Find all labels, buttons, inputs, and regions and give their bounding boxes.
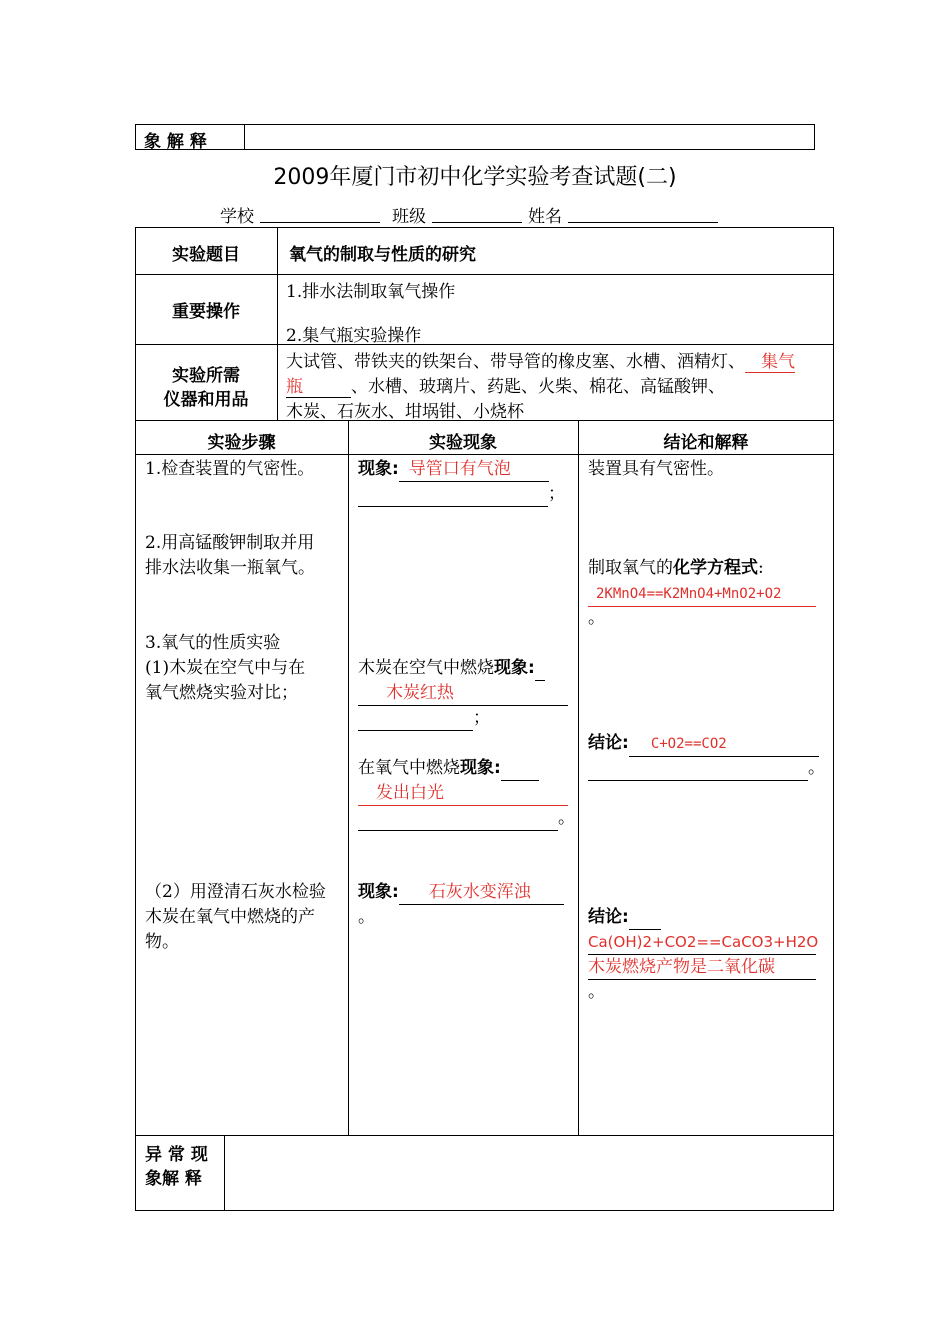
conclusion-4 bbox=[588, 905, 661, 930]
name-field[interactable] bbox=[568, 222, 718, 223]
phenomenon-4 bbox=[358, 880, 564, 905]
phenomenon-3-text: 在氧气中燃烧 bbox=[358, 758, 460, 778]
phenomenon-3-line3: 。 bbox=[358, 806, 575, 831]
equip-label-2: 仪器和用品 bbox=[163, 390, 249, 410]
equip-text-1: 大试管、带铁夹的铁架台、带导管的橡皮塞、水槽、酒精灯、 bbox=[286, 352, 745, 372]
conclusion-2-text: 制取氧气的 bbox=[588, 558, 673, 578]
conclusion-2-period: 。 bbox=[588, 608, 605, 628]
equip-label-1: 实验所需 bbox=[172, 366, 240, 386]
equip-line-2 bbox=[286, 372, 725, 398]
phenomenon-2-label: 现象: bbox=[494, 658, 535, 678]
anomaly-label-1: 异 常 现 bbox=[145, 1145, 208, 1165]
phenomenon-2-text: 木炭在空气中燃烧 bbox=[358, 658, 494, 678]
conclusion-1: 装置具有气密性。 bbox=[588, 459, 724, 479]
conclusion-3-answer[interactable]: C+O2==CO2 bbox=[629, 731, 819, 757]
top-fragment-table bbox=[135, 124, 815, 150]
phenomenon-1 bbox=[358, 457, 549, 482]
step-3b: (1)木炭在空气中与在 bbox=[145, 658, 306, 678]
class-field[interactable] bbox=[432, 222, 522, 223]
phenomenon-2-line3: ； bbox=[358, 706, 490, 731]
step-3c: 氧气燃烧实验对比； bbox=[145, 683, 298, 703]
step-2a: 2.用高锰酸钾制取并用 bbox=[145, 533, 315, 553]
conclusion-4-answer-1-line bbox=[588, 930, 819, 955]
topic-label: 实验题目 bbox=[172, 245, 240, 265]
step-4a: （2）用澄清石灰水检验 bbox=[145, 882, 326, 902]
conclusion-3 bbox=[588, 731, 819, 757]
topic-value: 氧气的制取与性质的研究 bbox=[289, 245, 476, 265]
name-label: 姓名 bbox=[528, 207, 562, 227]
phenomenon-1-blank[interactable] bbox=[358, 482, 548, 507]
info-line bbox=[220, 202, 720, 226]
step-1: 1.检查装置的气密性。 bbox=[145, 459, 315, 479]
conclusion-3-blank[interactable] bbox=[588, 756, 808, 781]
phenomenon-2 bbox=[358, 656, 545, 681]
phenomenon-3-label: 现象: bbox=[460, 758, 501, 778]
conclusion-3-line2: 。 bbox=[588, 756, 825, 781]
phenomenon-2-answer[interactable]: 木炭红热 bbox=[358, 681, 568, 706]
phenomenon-2-answer-line bbox=[358, 681, 568, 706]
conclusion-4-answer-1[interactable]: Ca(OH)2+CO2==CaCO3+H2O bbox=[588, 930, 816, 955]
step-2b: 排水法收集一瓶氧气。 bbox=[145, 558, 315, 578]
anomaly-label-2: 象解 释 bbox=[145, 1169, 202, 1189]
phenomenon-4-period: 。 bbox=[358, 907, 375, 927]
conclusion-2: 制取氧气的化学方程式: bbox=[588, 558, 764, 578]
equip-line-1 bbox=[286, 347, 795, 373]
conclusion-2-answer[interactable]: 2KMnO4==K2MnO4+MnO2+O2 bbox=[588, 581, 816, 607]
step-4c: 物。 bbox=[145, 932, 179, 952]
ops-item-1: 1.排水法制取氧气操作 bbox=[286, 282, 456, 302]
equip-answer-2: 瓶 bbox=[286, 372, 351, 398]
header-conclusion: 结论和解释 bbox=[663, 433, 749, 453]
phenomenon-4-answer[interactable]: 石灰水变浑浊 bbox=[399, 880, 564, 905]
phenomenon-3-blank[interactable] bbox=[358, 806, 558, 831]
phenomenon-2-blank[interactable] bbox=[358, 706, 473, 731]
step-4b: 木炭在氧气中燃烧的产 bbox=[145, 907, 315, 927]
equip-answer-1: 集气 bbox=[745, 347, 795, 373]
ops-item-2: 2.集气瓶实验操作 bbox=[286, 326, 422, 346]
phenomenon-1-answer[interactable]: 导管口有气泡 bbox=[399, 457, 549, 482]
school-label: 学校 bbox=[220, 207, 254, 227]
step-3a: 3.氧气的性质实验 bbox=[145, 633, 281, 653]
phenomenon-3-answer-line bbox=[358, 781, 568, 806]
phenomenon-1-line2: ； bbox=[358, 482, 565, 507]
top-fragment-divider bbox=[244, 125, 245, 149]
ops-label: 重要操作 bbox=[172, 302, 240, 322]
conclusion-2-bold: 化学方程式 bbox=[673, 558, 758, 578]
phenomenon-3 bbox=[358, 756, 539, 781]
top-fragment-label: 象 解 释 bbox=[144, 132, 207, 152]
equip-text-2: 、水槽、玻璃片、药匙、火柴、棉花、高锰酸钾、 bbox=[351, 377, 725, 397]
equip-line-3: 木炭、石灰水、坩埚钳、小烧杯 bbox=[286, 402, 524, 422]
phenomenon-1-label: 现象: bbox=[358, 459, 399, 479]
conclusion-2-answer-line bbox=[588, 581, 816, 607]
conclusion-4-answer-2-line bbox=[588, 955, 816, 980]
phenomenon-4-label: 现象: bbox=[358, 882, 399, 902]
page-title: 2009年厦门市初中化学实验考查试题(二) bbox=[273, 165, 677, 190]
conclusion-3-label: 结论: bbox=[588, 733, 629, 753]
conclusion-4-period: 。 bbox=[588, 982, 605, 1002]
class-label: 班级 bbox=[392, 207, 426, 227]
phenomenon-3-answer[interactable]: 发出白光 bbox=[358, 781, 568, 806]
header-steps: 实验步骤 bbox=[207, 433, 276, 453]
header-phenomena: 实验现象 bbox=[429, 433, 497, 453]
conclusion-4-label: 结论: bbox=[588, 907, 629, 927]
conclusion-4-answer-2[interactable]: 木炭燃烧产物是二氧化碳 bbox=[588, 955, 816, 980]
school-field[interactable] bbox=[260, 222, 380, 223]
anomaly-field[interactable] bbox=[226, 1137, 832, 1209]
